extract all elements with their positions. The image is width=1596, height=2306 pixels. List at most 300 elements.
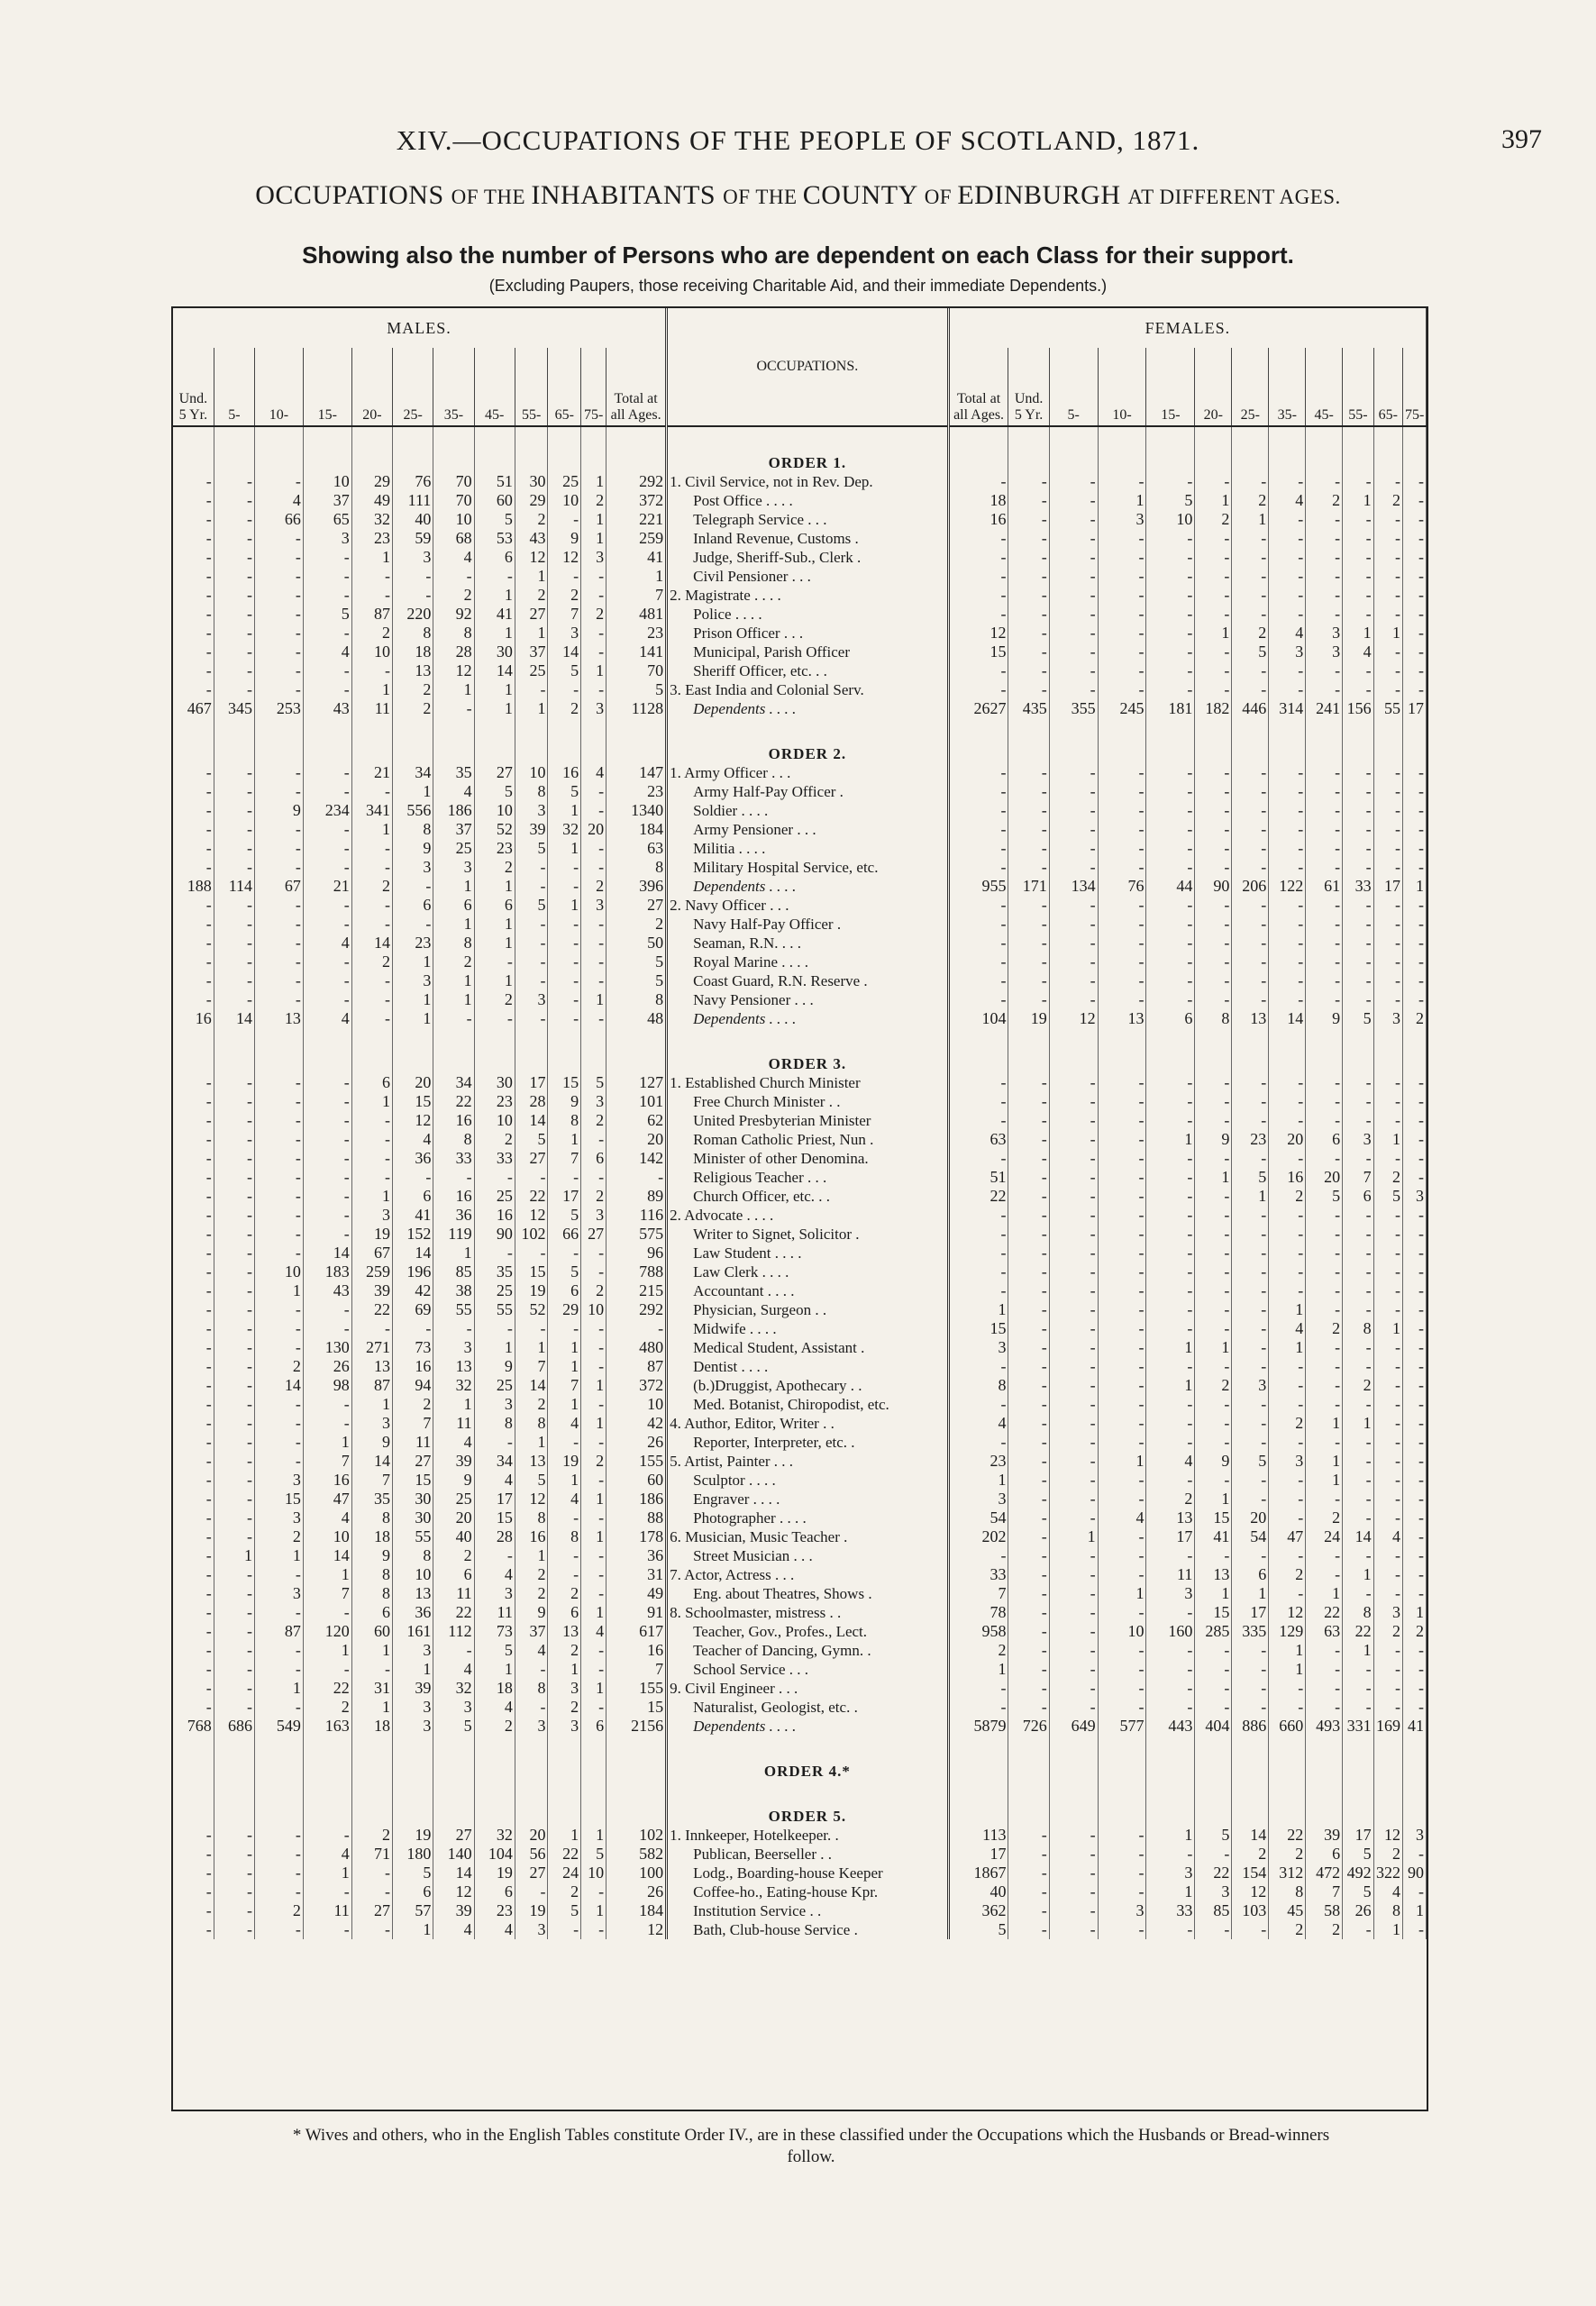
female-cell: -	[1306, 763, 1343, 782]
male-col-header: 65-	[548, 348, 581, 426]
female-cell: 1	[1195, 624, 1232, 643]
male-cell: 8	[515, 1679, 548, 1698]
male-cell: 15	[393, 1092, 433, 1111]
female-cell: -	[1195, 1073, 1232, 1092]
female-cell: -	[1343, 858, 1373, 877]
female-cell: -	[1343, 529, 1373, 548]
table-row	[173, 1395, 1427, 1414]
male-cell: 4	[303, 1508, 351, 1527]
female-cell: -	[1373, 934, 1402, 952]
male-cell: -	[548, 1009, 581, 1028]
male-cell: 9	[548, 1092, 581, 1111]
male-col-header: 25-	[393, 348, 433, 426]
male-cell: 8	[351, 1565, 392, 1584]
male-cell: -	[581, 858, 606, 877]
male-cell: -	[474, 1546, 515, 1565]
female-cell: -	[1306, 1262, 1343, 1281]
male-cell: 1	[303, 1565, 351, 1584]
female-cell: -	[1373, 1452, 1402, 1471]
female-cell: -	[1146, 1698, 1195, 1717]
female-cell: -	[1098, 1414, 1146, 1433]
female-cell: -	[1343, 1660, 1373, 1679]
female-cell: -	[1146, 971, 1195, 990]
female-cell: -	[1146, 1149, 1195, 1168]
female-cell: -	[1098, 1433, 1146, 1452]
female-cell: 1	[1373, 1130, 1402, 1149]
male-cell: 221	[606, 510, 667, 529]
female-cell: -	[1402, 1130, 1426, 1149]
male-cell: 7	[393, 1414, 433, 1433]
female-cell: -	[1373, 1262, 1402, 1281]
female-cell: -	[1402, 763, 1426, 782]
female-cell: -	[1049, 1262, 1098, 1281]
male-cell: 8	[433, 934, 474, 952]
female-cell: -	[1008, 1641, 1049, 1660]
male-cell: 5	[581, 1845, 606, 1864]
female-cell: -	[1098, 1092, 1146, 1111]
female-cell: -	[1343, 782, 1373, 801]
female-cell: -	[1195, 1225, 1232, 1244]
male-cell: -	[303, 858, 351, 877]
male-cell: 16	[606, 1641, 667, 1660]
female-cell: -	[1008, 1130, 1049, 1149]
female-cell: -	[1049, 1357, 1098, 1376]
male-cell: 59	[393, 529, 433, 548]
female-cell: -	[1232, 586, 1269, 605]
male-cell: 5	[548, 1901, 581, 1920]
male-cell: -	[173, 1826, 214, 1845]
male-cell: 9	[515, 1603, 548, 1622]
male-cell: -	[173, 1901, 214, 1920]
female-cell: 3	[1098, 1901, 1146, 1920]
male-cell: 5	[548, 1206, 581, 1225]
male-cell: 26	[303, 1357, 351, 1376]
male-cell: 2	[474, 858, 515, 877]
female-cell: -	[1008, 661, 1049, 680]
male-cell: 1	[433, 680, 474, 699]
male-cell: 22	[303, 1679, 351, 1698]
female-cell: -	[1146, 1244, 1195, 1262]
table-row	[173, 1679, 1427, 1698]
male-col-header: 10-	[255, 348, 304, 426]
female-cell: 10	[1098, 1622, 1146, 1641]
male-cell: 30	[393, 1490, 433, 1508]
male-cell: 11	[433, 1584, 474, 1603]
female-cell: -	[1195, 1149, 1232, 1168]
male-cell: 28	[433, 643, 474, 661]
male-cell: 5	[474, 1641, 515, 1660]
male-cell: -	[173, 1262, 214, 1281]
male-cell: -	[515, 877, 548, 896]
female-cell: 12	[948, 624, 1008, 643]
female-cell: 44	[1146, 877, 1195, 896]
female-cell: -	[1049, 1300, 1098, 1319]
female-cell: -	[1195, 782, 1232, 801]
male-cell: -	[515, 934, 548, 952]
male-cell: -	[214, 896, 254, 915]
table-row	[173, 680, 1427, 699]
female-cell: 160	[1146, 1622, 1195, 1641]
occupation-label: Police . . . .	[667, 605, 949, 624]
female-cell: -	[1373, 1508, 1402, 1527]
occupation-label: Lodg., Boarding-house Keeper	[667, 1864, 949, 1882]
female-cell: -	[1402, 896, 1426, 915]
female-cell: -	[1343, 1338, 1373, 1357]
table-row	[173, 1376, 1427, 1395]
female-cell: -	[1269, 661, 1306, 680]
table-row	[173, 1357, 1427, 1376]
male-cell: 1	[474, 624, 515, 643]
female-cell: -	[1049, 1376, 1098, 1395]
male-cell: 253	[255, 699, 304, 718]
male-cell: -	[303, 915, 351, 934]
male-cell: 41	[393, 1206, 433, 1225]
female-col-header: 65-	[1373, 348, 1402, 426]
female-cell: 493	[1306, 1717, 1343, 1736]
female-cell: -	[1098, 858, 1146, 877]
female-cell: -	[1306, 896, 1343, 915]
male-cell: 62	[606, 1111, 667, 1130]
male-cell: -	[173, 1414, 214, 1433]
female-cell: -	[1402, 529, 1426, 548]
table-row	[173, 782, 1427, 801]
female-cell: -	[1008, 1168, 1049, 1187]
female-cell: 1	[1098, 1584, 1146, 1603]
male-cell: 152	[393, 1225, 433, 1244]
female-col-header: 5-	[1049, 348, 1098, 426]
female-cell: -	[948, 952, 1008, 971]
male-cell: -	[214, 1414, 254, 1433]
female-cell: -	[948, 1225, 1008, 1244]
male-cell: 234	[303, 801, 351, 820]
male-cell: -	[255, 782, 304, 801]
male-cell: 13	[393, 1584, 433, 1603]
female-cell: -	[1098, 1338, 1146, 1357]
male-cell: 5	[606, 680, 667, 699]
female-cell: 2	[1232, 624, 1269, 643]
male-col-header: 35-	[433, 348, 474, 426]
male-cell: 20	[606, 1130, 667, 1149]
female-cell: -	[1373, 548, 1402, 567]
order-heading: ORDER 3.	[667, 1028, 949, 1073]
occupation-label: 5. Artist, Painter . . .	[667, 1452, 949, 1471]
male-cell: 25	[433, 839, 474, 858]
female-cell: -	[1098, 896, 1146, 915]
female-cell: 2	[1269, 1414, 1306, 1433]
male-cell: -	[214, 1826, 254, 1845]
male-cell: 39	[433, 1452, 474, 1471]
male-cell: 3	[515, 990, 548, 1009]
male-cell: 66	[548, 1225, 581, 1244]
female-cell: -	[1402, 605, 1426, 624]
female-cell: -	[1373, 1281, 1402, 1300]
female-cell: -	[1269, 1281, 1306, 1300]
female-cell: -	[1269, 1698, 1306, 1717]
male-cell: -	[548, 1508, 581, 1527]
female-cell: -	[1008, 1920, 1049, 1939]
occupation-label: Navy Half-Pay Officer .	[667, 915, 949, 934]
male-cell: -	[173, 990, 214, 1009]
male-cell: -	[581, 624, 606, 643]
male-cell: -	[214, 510, 254, 529]
female-cell: 13	[1146, 1508, 1195, 1527]
female-cell: -	[1146, 1262, 1195, 1281]
male-cell: 12	[515, 1206, 548, 1225]
male-cell: 57	[393, 1901, 433, 1920]
female-cell: -	[1402, 1527, 1426, 1546]
male-cell: 19	[548, 1452, 581, 1471]
female-cell: -	[1049, 1698, 1098, 1717]
female-cell: -	[1146, 915, 1195, 934]
male-cell: 2	[581, 491, 606, 510]
male-cell: -	[173, 915, 214, 934]
male-cell: 12	[515, 1490, 548, 1508]
female-cell: -	[1402, 1262, 1426, 1281]
male-cell: 17	[474, 1490, 515, 1508]
male-cell: 5	[548, 661, 581, 680]
male-cell: 9	[351, 1546, 392, 1565]
male-cell: -	[393, 877, 433, 896]
female-cell: -	[1402, 1092, 1426, 1111]
male-cell: 10	[606, 1395, 667, 1414]
female-cell: -	[1232, 680, 1269, 699]
male-cell: 1	[474, 680, 515, 699]
female-cell: -	[1008, 952, 1049, 971]
female-cell: 3	[1146, 1864, 1195, 1882]
female-cell: -	[1098, 1864, 1146, 1882]
male-cell: 32	[548, 820, 581, 839]
female-cell: -	[1373, 1376, 1402, 1395]
male-cell: -	[548, 952, 581, 971]
male-cell: 9	[474, 1357, 515, 1376]
male-cell: 5	[303, 605, 351, 624]
occupation-label: Bath, Club-house Service .	[667, 1920, 949, 1939]
female-cell: -	[1269, 1490, 1306, 1508]
male-cell: 4	[393, 1130, 433, 1149]
female-cell: -	[1098, 1262, 1146, 1281]
male-cell: 11	[393, 1433, 433, 1452]
female-cell: -	[1195, 1920, 1232, 1939]
male-cell: 2	[581, 877, 606, 896]
male-cell: -	[173, 971, 214, 990]
male-cell: -	[303, 1395, 351, 1414]
female-cell: -	[1008, 586, 1049, 605]
female-cell: -	[1232, 1262, 1269, 1281]
female-cell: -	[948, 1073, 1008, 1092]
male-cell: -	[351, 782, 392, 801]
male-cell: -	[214, 1244, 254, 1262]
male-cell: 2	[581, 1187, 606, 1206]
female-cell: 2	[1195, 510, 1232, 529]
male-cell: -	[548, 680, 581, 699]
female-cell: 19	[1008, 1009, 1049, 1028]
female-cell: -	[948, 472, 1008, 491]
female-cell: -	[1098, 1300, 1146, 1319]
male-cell: 2	[255, 1357, 304, 1376]
female-cell: -	[1146, 548, 1195, 567]
male-cell: 7	[303, 1584, 351, 1603]
male-cell: 85	[433, 1262, 474, 1281]
male-cell: -	[214, 1319, 254, 1338]
male-cell: 27	[515, 1864, 548, 1882]
occupation-label: Midwife . . . .	[667, 1319, 949, 1338]
female-cell: -	[1098, 1698, 1146, 1717]
male-cell: 90	[474, 1225, 515, 1244]
male-cell: -	[581, 1920, 606, 1939]
male-cell: 188	[173, 877, 214, 896]
female-cell: -	[1269, 896, 1306, 915]
male-cell: 120	[303, 1622, 351, 1641]
male-cell: -	[548, 934, 581, 952]
male-cell: 22	[351, 1300, 392, 1319]
female-cell: -	[1098, 801, 1146, 820]
male-cell: 2	[393, 680, 433, 699]
female-cell: -	[948, 1281, 1008, 1300]
male-cell: -	[173, 605, 214, 624]
male-cell: -	[303, 1300, 351, 1319]
male-cell: -	[581, 586, 606, 605]
female-cell: 134	[1049, 877, 1098, 896]
male-cell: 186	[606, 1490, 667, 1508]
female-cell: -	[1195, 1092, 1232, 1111]
female-cell: -	[1146, 839, 1195, 858]
female-cell: -	[948, 971, 1008, 990]
female-cell: 1	[1232, 1584, 1269, 1603]
female-cell: -	[1373, 782, 1402, 801]
male-cell: 140	[433, 1845, 474, 1864]
male-cell: 6	[474, 548, 515, 567]
male-cell: -	[255, 605, 304, 624]
male-cell: -	[581, 1009, 606, 1028]
female-cell: -	[1269, 782, 1306, 801]
title-word: INHABITANTS	[531, 180, 724, 210]
female-cell: -	[1269, 763, 1306, 782]
male-cell: 1	[515, 624, 548, 643]
male-cell: 7	[548, 605, 581, 624]
male-cell: -	[214, 680, 254, 699]
male-cell: 1	[581, 510, 606, 529]
female-cell: -	[1008, 915, 1049, 934]
male-cell: 163	[303, 1717, 351, 1736]
female-cell: -	[1008, 1395, 1049, 1414]
male-cell: -	[214, 990, 254, 1009]
female-cell: -	[1008, 1565, 1049, 1584]
female-cell: 78	[948, 1603, 1008, 1622]
female-cell: -	[1098, 1641, 1146, 1660]
female-cell: 10	[1146, 510, 1195, 529]
male-cell: 8	[351, 1584, 392, 1603]
male-cell: -	[255, 661, 304, 680]
female-cell: -	[1195, 1300, 1232, 1319]
order-heading: ORDER 4.*	[667, 1736, 949, 1781]
female-cell: -	[948, 1262, 1008, 1281]
female-cell: -	[1195, 529, 1232, 548]
female-cell: -	[1373, 1073, 1402, 1092]
female-cell: -	[1373, 1698, 1402, 1717]
female-cell: 181	[1146, 699, 1195, 718]
male-cell: 1	[433, 915, 474, 934]
female-cell: -	[1049, 1471, 1098, 1490]
female-cell: -	[1195, 1111, 1232, 1130]
male-cell: -	[581, 1471, 606, 1490]
male-cell: -	[214, 1338, 254, 1357]
female-cell: 6	[1306, 1130, 1343, 1149]
occupation-label: Teacher, Gov., Profes., Lect.	[667, 1622, 949, 1641]
female-cell: -	[1373, 1395, 1402, 1414]
female-cell: -	[1195, 1679, 1232, 1698]
male-cell: 28	[474, 1527, 515, 1546]
male-cell: 29	[351, 472, 392, 491]
female-cell: 5	[1232, 1452, 1269, 1471]
female-cell: 5879	[948, 1717, 1008, 1736]
male-cell: -	[255, 1319, 304, 1338]
female-cell: -	[1232, 1319, 1269, 1338]
female-cell: 22	[1343, 1622, 1373, 1641]
male-cell: 22	[548, 1845, 581, 1864]
table-row	[173, 1281, 1427, 1300]
female-cell: -	[1306, 1338, 1343, 1357]
male-cell: -	[581, 1357, 606, 1376]
female-cell: 1	[1402, 1603, 1426, 1622]
female-cell: -	[1146, 643, 1195, 661]
female-cell: -	[1195, 1357, 1232, 1376]
male-cell: -	[581, 1698, 606, 1717]
male-cell: -	[581, 1660, 606, 1679]
female-cell: -	[1306, 1698, 1343, 1717]
female-cell: -	[1269, 1546, 1306, 1565]
male-cell: -	[303, 1092, 351, 1111]
male-cell: -	[515, 1882, 548, 1901]
male-cell: -	[214, 1262, 254, 1281]
table-row	[173, 1092, 1427, 1111]
female-cell: -	[1232, 1546, 1269, 1565]
female-cell: -	[1098, 1490, 1146, 1508]
male-cell: 1	[548, 1660, 581, 1679]
male-cell: 20	[515, 1826, 548, 1845]
male-cell: 6	[433, 1565, 474, 1584]
male-cell: 9	[433, 1471, 474, 1490]
female-cell: -	[1373, 1414, 1402, 1433]
male-cell: 1	[581, 1901, 606, 1920]
female-cell: -	[1049, 915, 1098, 934]
female-cell: -	[1008, 1546, 1049, 1565]
female-cell: -	[948, 605, 1008, 624]
occupation-label: Church Officer, etc. . .	[667, 1187, 949, 1206]
male-cell: 5	[433, 1717, 474, 1736]
female-cell: -	[1269, 1262, 1306, 1281]
female-cell: 12	[1269, 1603, 1306, 1622]
male-cell: 480	[606, 1338, 667, 1357]
female-cell: -	[1269, 1679, 1306, 1698]
female-cell: -	[1306, 1300, 1343, 1319]
male-cell: 10	[303, 1527, 351, 1546]
male-cell: -	[581, 1641, 606, 1660]
female-cell: -	[1146, 1433, 1195, 1452]
male-cell: -	[581, 1244, 606, 1262]
female-cell: 55	[1373, 699, 1402, 718]
male-cell: 34	[433, 1073, 474, 1092]
female-cell: -	[1098, 839, 1146, 858]
table-row	[173, 1262, 1427, 1281]
occupation-label: Free Church Minister . .	[667, 1092, 949, 1111]
female-cell: -	[1098, 1130, 1146, 1149]
male-cell: -	[351, 1149, 392, 1168]
male-cell: -	[214, 1111, 254, 1130]
male-cell: 4	[515, 1641, 548, 1660]
male-cell: 3	[303, 529, 351, 548]
female-cell: -	[1008, 567, 1049, 586]
male-cell: 183	[303, 1262, 351, 1281]
